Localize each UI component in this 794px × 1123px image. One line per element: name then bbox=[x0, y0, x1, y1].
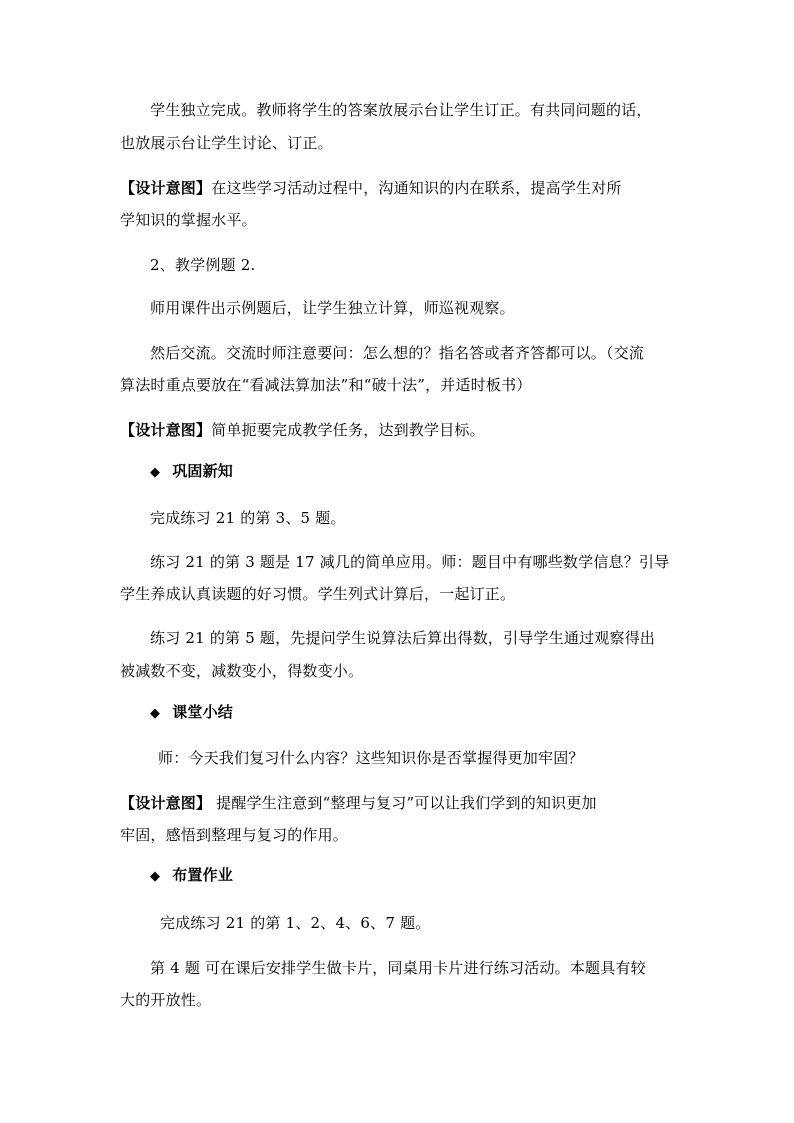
paragraph-line: 师用课件出示例题后，让学生独立计算，师巡视观察。 bbox=[150, 299, 515, 317]
diamond-bullet-icon: ◆ bbox=[150, 706, 161, 721]
paragraph-line: 然后交流。交流时师注意要问：怎么想的？指名答或者齐答都可以。（交流 bbox=[150, 344, 645, 362]
paragraph-text: 提醒学生注意到“整理与复习”可以让我们学到的知识更加 bbox=[211, 794, 597, 812]
paragraph-text: 在这些学习活动过程中，沟通知识的内在联系，提高学生对所 bbox=[211, 179, 622, 197]
diamond-bullet-icon: ◆ bbox=[150, 465, 161, 480]
paragraph-line: 第 4 题 可在课后安排学生做卡片，同桌用卡片进行练习活动。本题具有较 bbox=[150, 959, 646, 977]
section-heading bbox=[150, 461, 710, 483]
paragraph-line: 练习 21 的第 5 题，先提问学生说算法后算出得数，引导学生通过观察得出 bbox=[150, 629, 656, 647]
section-heading-text: 布置作业 bbox=[172, 866, 234, 884]
design-intent-paragraph bbox=[120, 420, 680, 440]
paragraph-line: 大的开放性。 bbox=[120, 991, 212, 1009]
design-intent-paragraph bbox=[120, 178, 680, 198]
paragraph-line: 2、教学例题 2. bbox=[150, 256, 256, 274]
paragraph-line: 学生独立完成。教师将学生的答案放展示台让学生订正。有共同问题的话， bbox=[150, 101, 652, 119]
section-heading-text: 巩固新知 bbox=[172, 462, 234, 480]
paragraph-line: 师：今天我们复习什么内容？这些知识你是否掌握得更加牢固？ bbox=[158, 749, 584, 767]
diamond-bullet-icon: ◆ bbox=[150, 869, 161, 884]
section-heading-text: 课堂小结 bbox=[172, 703, 234, 721]
section-heading bbox=[150, 865, 710, 887]
section-heading bbox=[150, 702, 710, 724]
paragraph-line: 完成练习 21 的第 3、5 题。 bbox=[150, 509, 346, 527]
design-intent-label: 【设计意图】 bbox=[120, 794, 212, 812]
design-intent-label: 【设计意图】 bbox=[120, 421, 212, 439]
paragraph-line: 练习 21 的第 3 题是 17 减几的简单应用。师：题目中有哪些数学信息？引导 bbox=[150, 553, 670, 571]
design-intent-label: 【设计意图】 bbox=[120, 179, 212, 197]
paragraph-line: 学知识的掌握水平。 bbox=[120, 211, 257, 229]
design-intent-paragraph bbox=[120, 793, 680, 813]
paragraph-line: 完成练习 21 的第 1、2、4、6、7 题。 bbox=[160, 914, 431, 932]
paragraph-text: 简单扼要完成教学任务，达到教学目标。 bbox=[211, 421, 485, 439]
paragraph-line: 学生养成认真读题的好习惯。学生列式计算后，一起订正。 bbox=[120, 585, 516, 603]
paragraph-line: 算法时重点要放在“看减法算加法”和“破十法”，并适时板书） bbox=[120, 376, 532, 394]
paragraph-line: 被减数不变，减数变小，得数变小。 bbox=[120, 662, 364, 680]
paragraph-line: 牢固，感悟到整理与复习的作用。 bbox=[120, 826, 349, 844]
paragraph-line: 也放展示台让学生讨论、订正。 bbox=[120, 134, 333, 152]
